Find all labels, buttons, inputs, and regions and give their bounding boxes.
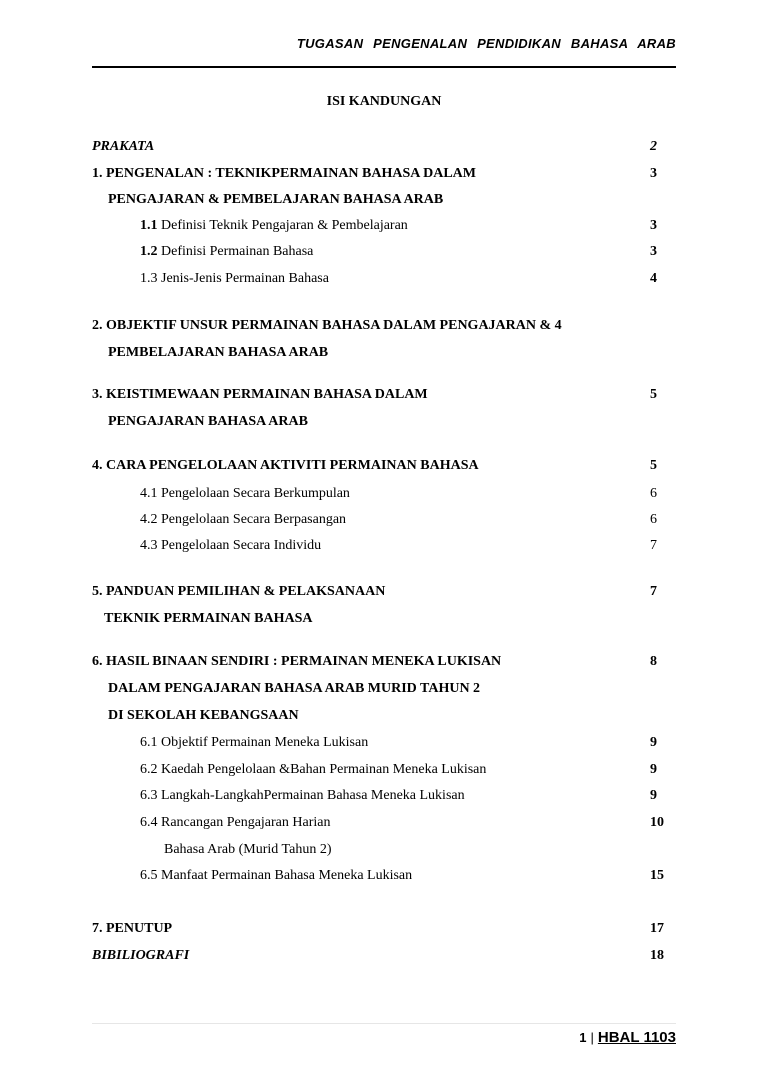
toc-entry-text: 6.4 Rancangan Pengajaran Harian <box>140 815 331 830</box>
toc-page-number: 15 <box>650 868 664 883</box>
toc-entry-section-3[interactable] <box>0 385 768 405</box>
toc-page-number: 9 <box>650 735 657 750</box>
toc-page-number: 2 <box>650 139 657 154</box>
toc-entry-continuation <box>0 706 768 726</box>
toc-entry-6-5[interactable] <box>0 866 768 886</box>
toc-page-number: 8 <box>650 654 657 669</box>
toc-entry-text: PENGAJARAN BAHASA ARAB <box>108 414 308 429</box>
toc-entry-text: 4.1 Pengelolaan Secara Berkumpulan <box>140 486 350 501</box>
footer-separator: | <box>590 1030 594 1045</box>
toc-page-number: 5 <box>650 458 657 473</box>
toc-entry-text: 1. PENGENALAN : TEKNIKPERMAINAN BAHASA DALAM <box>92 166 476 181</box>
toc-entry-text: PEMBELAJARAN BAHASA ARAB <box>108 345 329 360</box>
toc-entry-number: 1.2 <box>140 244 158 259</box>
toc-entry-text: 6.3 Langkah-LangkahPermainan Bahasa Meneka Lukisan <box>140 788 465 803</box>
header-rule <box>92 66 676 68</box>
toc-entry-continuation <box>0 840 768 860</box>
toc-entry-6-1[interactable] <box>0 733 768 753</box>
toc-page-number: 4 <box>650 271 657 286</box>
toc-page-number: 3 <box>650 244 657 259</box>
toc-entry-1-1[interactable] <box>0 216 768 236</box>
document-header: TUGASAN PENGENALAN PENDIDIKAN BAHASA ARAB <box>296 36 676 51</box>
toc-entry-text: DALAM PENGAJARAN BAHASA ARAB MURID TAHUN 2 <box>108 681 481 696</box>
toc-entry-continuation <box>0 412 768 432</box>
toc-page-number: 9 <box>650 762 657 777</box>
toc-entry-6-2[interactable] <box>0 760 768 780</box>
toc-page-number: 7 <box>650 584 657 599</box>
toc-page-number: 18 <box>650 948 664 963</box>
toc-entry-1-3[interactable] <box>0 269 768 289</box>
toc-entry-text: Definisi Permainan Bahasa <box>161 244 314 259</box>
toc-title: ISI KANDUNGAN <box>326 94 442 109</box>
toc-entry-section-1[interactable] <box>0 164 768 184</box>
toc-page-number: 17 <box>650 921 664 936</box>
toc-entry-text: PRAKATA <box>92 139 155 154</box>
toc-entry-4-2[interactable] <box>0 510 768 530</box>
footer-course-code: HBAL 1103 <box>597 1029 676 1046</box>
toc-entry-text: 6.5 Manfaat Permainan Bahasa Meneka Lukisan <box>140 868 413 883</box>
toc-entry-continuation <box>0 609 768 629</box>
toc-entry-text: BIBILIOGRAFI <box>92 948 190 963</box>
toc-entry-text: 6. HASIL BINAAN SENDIRI : PERMAINAN MENEKA LUKISAN <box>92 654 502 669</box>
toc-page-number: 6 <box>650 486 657 501</box>
toc-entry-bibliografi[interactable] <box>0 946 768 966</box>
toc-entry-text: 3. KEISTIMEWAAN PERMAINAN BAHASA DALAM <box>92 387 428 402</box>
toc-entry-number: 1.1 <box>140 218 158 233</box>
toc-entry-prakata[interactable] <box>0 137 768 157</box>
toc-entry-text: PENGAJARAN & PEMBELAJARAN BAHASA ARAB <box>108 192 444 207</box>
toc-page-number: 3 <box>650 166 657 181</box>
toc-entry-text: 5. PANDUAN PEMILIHAN & PELAKSANAAN <box>92 584 386 599</box>
toc-entry-section-6[interactable] <box>0 652 768 672</box>
toc-entry-text: 4. CARA PENGELOLAAN AKTIVITI PERMAINAN BAHASA <box>92 458 479 473</box>
toc-entry-section-2[interactable] <box>0 316 768 336</box>
toc-entry-section-4[interactable] <box>0 456 768 476</box>
toc-entry-text: 4.2 Pengelolaan Secara Berpasangan <box>140 512 347 527</box>
toc-entry-text: Definisi Teknik Pengajaran & Pembelajaran <box>161 218 408 233</box>
toc-page-number: 10 <box>650 815 664 830</box>
toc-page-number: 6 <box>650 512 657 527</box>
toc-entry-text: 1.3 Jenis-Jenis Permainan Bahasa <box>140 271 329 286</box>
toc-entry-section-5[interactable] <box>0 582 768 602</box>
toc-entry-section-7[interactable] <box>0 919 768 939</box>
toc-entry-text: 7. PENUTUP <box>92 921 173 936</box>
footer-page-number: 1 <box>579 1030 587 1045</box>
toc-entry-continuation <box>0 343 768 363</box>
toc-entry-text: Bahasa Arab (Murid Tahun 2) <box>164 842 332 857</box>
toc-entry-text: 2. OBJEKTIF UNSUR PERMAINAN BAHASA DALAM PENGAJARAN & 4 <box>92 318 562 333</box>
toc-entry-1-2[interactable] <box>0 242 768 262</box>
toc-entry-text: 4.3 Pengelolaan Secara Individu <box>140 538 322 553</box>
toc-entry-text: 6.1 Objektif Permainan Meneka Lukisan <box>140 735 369 750</box>
footer-rule <box>92 1023 676 1024</box>
page-footer <box>0 1029 676 1046</box>
toc-page-number: 7 <box>650 538 657 553</box>
toc-entry-6-4[interactable] <box>0 813 768 833</box>
toc-page-number: 5 <box>650 387 657 402</box>
toc-entry-6-3[interactable] <box>0 786 768 806</box>
toc-entry-4-3[interactable] <box>0 536 768 556</box>
toc-entry-continuation <box>0 190 768 210</box>
toc-entry-continuation <box>0 679 768 699</box>
toc-entry-text: DI SEKOLAH KEBANGSAAN <box>108 708 299 723</box>
toc-page-number: 9 <box>650 788 657 803</box>
toc-entry-text: TEKNIK PERMAINAN BAHASA <box>104 611 313 626</box>
toc-page-number: 3 <box>650 218 657 233</box>
toc-entry-text: 6.2 Kaedah Pengelolaan &Bahan Permainan Meneka Lukisan <box>140 762 487 777</box>
toc-entry-4-1[interactable] <box>0 484 768 504</box>
